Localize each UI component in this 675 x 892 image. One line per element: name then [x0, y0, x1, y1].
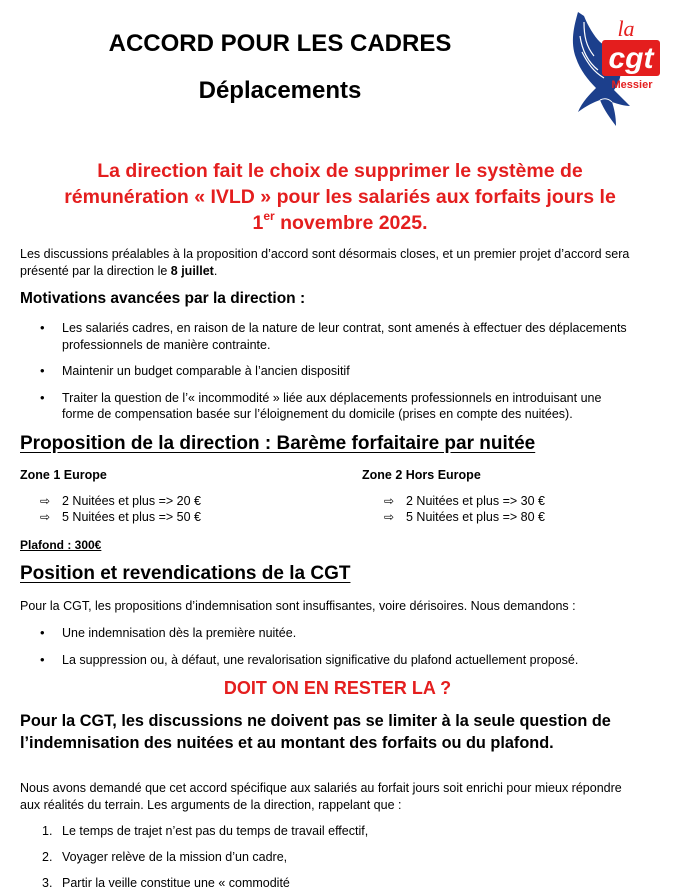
position-text: Pour la CGT, les propositions d’indemnisation sont insuffisantes, voire dérisoires. Nous demandons : [20, 599, 576, 613]
cgt-logo [560, 6, 670, 130]
discussion-date: 8 juillet [170, 264, 214, 278]
list-item: • Traiter la question de l’« incommodité » liée aux déplacements professionnels en introduisant une forme de compensation basée sur l’éloignement du domicile (prises en compte des nuitées). [20, 390, 665, 423]
proposition-heading: Proposition de la direction : Barème forfaitaire par nuitée [20, 433, 536, 454]
intro-line-2: rémunération « IVLD » pour les salariés aux forfaits jours le [64, 186, 616, 208]
doit-heading: DOIT ON EN RESTER LA ? [223, 678, 452, 698]
rate-row: ⇨ 5 Nuitées et plus => 80 € [384, 510, 545, 524]
list-item: • La suppression ou, à défaut, une revalorisation significative du plafond actuellement proposé. [20, 652, 665, 669]
intro-announcement [20, 158, 660, 236]
intro-date-num: 1 [252, 212, 264, 234]
arguments-list [20, 823, 665, 891]
rate-row: ⇨ 2 Nuitées et plus => 30 € [384, 494, 545, 508]
motivations-list [20, 320, 665, 423]
discussion-line-1: Les discussions préalables à la proposition d’accord sont désormais closes, et un premier projet d’accord sera [20, 247, 630, 261]
arrow-right-icon: ⇨ [384, 510, 395, 524]
list-item: • Maintenir un budget comparable à l’ancien dispositif [20, 363, 665, 380]
logo-messier-text: Messier [611, 79, 653, 91]
plafond-label: Plafond : 300€ [20, 538, 102, 552]
list-item: 1. Le temps de trajet n’est pas du temps de travail effectif, [42, 824, 369, 838]
zone1-title: Zone 1 Europe [20, 468, 107, 482]
position-heading: Position et revendications de la CGT [20, 563, 351, 584]
zone2-title: Zone 2 Hors Europe [362, 468, 481, 482]
list-item: 3. Partir la veille constitue une « commodité [42, 876, 290, 890]
list-item: • Les salariés cadres, en raison de la nature de leur contrat, sont amenés à effectuer des déplacements professionnels de manière contrainte. [20, 320, 665, 353]
discussion-paragraph [20, 246, 665, 280]
rate-row: ⇨ 2 Nuitées et plus => 20 € [40, 494, 201, 508]
arrow-right-icon: ⇨ [40, 494, 51, 508]
intro-date-sup: er [263, 209, 275, 223]
eagle-icon [560, 6, 670, 130]
demande-paragraph: Nous avons demandé que cet accord spécifique aux salariés au forfait jours soit enrichi pour mieux répondre aux réalités du terrain. Les arguments de la direction, rappelant que : [20, 781, 622, 812]
arrow-right-icon: ⇨ [384, 494, 395, 508]
document-title: ACCORD POUR LES CADRES [108, 30, 452, 57]
list-item: 2. Voyager relève de la mission d’un cadre, [42, 850, 288, 864]
document-subtitle: Déplacements [198, 77, 362, 104]
demands-list [20, 625, 665, 668]
intro-line-3 [20, 210, 660, 236]
logo-la-text: la [617, 16, 635, 41]
list-item: • Une indemnisation dès la première nuitée. [20, 625, 665, 642]
arrow-right-icon: ⇨ [40, 510, 51, 524]
motivations-heading: Motivations avancées par la direction : [20, 290, 306, 307]
logo-cgt-text: cgt [608, 42, 654, 75]
discussion-line-2: présenté par la direction le 8 juillet. [20, 264, 218, 278]
cgt-statement: Pour la CGT, les discussions ne doivent pas se limiter à la seule question de l’indemnisation des nuitées et au montant des forfaits ou du plafond. [20, 712, 611, 752]
zone1-rates [40, 493, 201, 525]
zone2-rates [384, 493, 545, 525]
intro-date-rest: novembre 2025. [274, 212, 428, 234]
intro-line-1: La direction fait le choix de supprimer le système de [97, 160, 583, 182]
rate-row: ⇨ 5 Nuitées et plus => 50 € [40, 510, 201, 524]
